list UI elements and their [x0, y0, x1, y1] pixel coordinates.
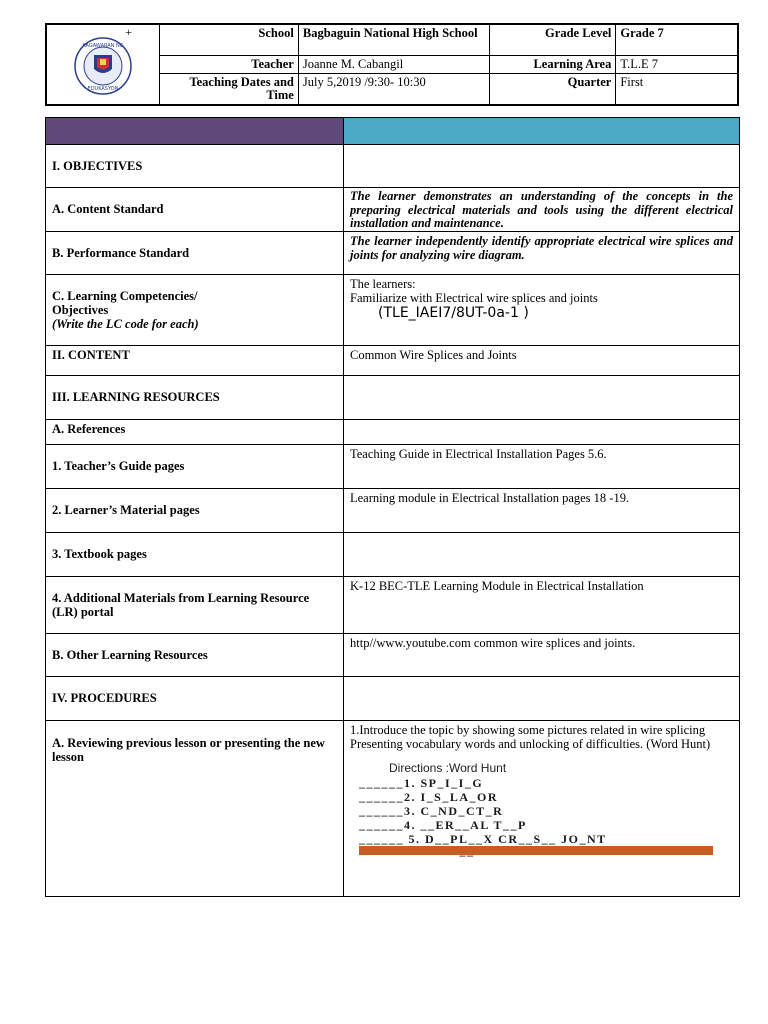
grade-level-label: Grade Level [490, 24, 616, 55]
teaching-dates-value: July 5,2019 /9:30- 10:30 [298, 73, 489, 105]
textbook-value [344, 532, 740, 576]
learning-area-value: T.L.E 7 [616, 55, 738, 73]
word-hunt-item: ______2. I_S_LA_OR [359, 789, 499, 804]
teachers-guide-value: Teaching Guide in Electrical Installation Pages 5.6. [344, 444, 740, 488]
teaching-dates-label: Teaching Dates and Time [160, 73, 298, 105]
word-hunt-image [359, 759, 713, 855]
learning-competencies-label [46, 274, 344, 345]
performance-standard-label: B. Performance Standard [46, 231, 344, 274]
header-bar-right [344, 118, 740, 145]
learners-material-label: 2. Learner’s Material pages [46, 488, 344, 532]
school-label: School [160, 24, 298, 55]
procedures-heading: IV. PROCEDURES [46, 676, 344, 720]
word-hunt-bottom-bar [359, 846, 713, 855]
references-heading: A. References [46, 419, 344, 444]
objectives-value [344, 145, 740, 188]
word-hunt-item: ______1. SP_I_I_G [359, 775, 484, 790]
svg-text:KAGAWARAN NG: KAGAWARAN NG [82, 43, 124, 50]
teacher-label: Teacher [160, 55, 298, 73]
school-value: Bagbaguin National High School [298, 24, 489, 55]
other-resources-label: B. Other Learning Resources [46, 633, 344, 676]
competencies-line-2: Objectives [52, 302, 109, 317]
word-hunt-title: Directions :Word Hunt [389, 760, 507, 775]
word-hunt-item: ______3. C_ND_CT_R [359, 803, 504, 818]
word-hunt-item: ______4. __ER__AL T__P [359, 817, 527, 832]
quarter-value: First [616, 73, 738, 105]
svg-text:EDUKASYON: EDUKASYON [87, 86, 119, 93]
teachers-guide-label: 1. Teacher’s Guide pages [46, 444, 344, 488]
quarter-label: Quarter [490, 73, 616, 105]
header-bar-left [46, 118, 344, 145]
logo-cell [46, 24, 160, 105]
textbook-label: 3. Textbook pages [46, 532, 344, 576]
objectives-heading: I. OBJECTIVES [46, 145, 344, 188]
competencies-value-1: The learners: [350, 276, 416, 291]
lc-code: (TLE_IAEI7/8UT-0a-1 ) [378, 304, 529, 321]
learning-area-label: Learning Area [490, 55, 616, 73]
lesson-plan-table [45, 117, 740, 897]
learning-resources-value [344, 375, 740, 419]
references-value [344, 419, 740, 444]
reviewing-lesson-label: A. Reviewing previous lesson or presenting the new lesson [46, 720, 344, 896]
performance-standard-value: The learner independently identify appropriate electrical wire splices and joints for analyzing wire diagram. [344, 231, 740, 274]
deped-seal-logo [73, 25, 133, 97]
other-resources-value: http//www.youtube.com common wire splices and joints. [344, 633, 740, 676]
content-heading: II. CONTENT [46, 345, 344, 375]
reviewing-value-2: Presenting vocabulary words and unlocking of difficulties. (Word Hunt) [350, 736, 711, 751]
learners-material-value: Learning module in Electrical Installation pages 18 -19. [344, 488, 740, 532]
reviewing-value-1: 1.Introduce the topic by showing some pictures related in wire splicing [350, 722, 706, 737]
procedures-value [344, 676, 740, 720]
learning-competencies-value [344, 274, 740, 345]
competencies-line-1: C. Learning Competencies/ [52, 288, 198, 303]
content-standard-value: The learner demonstrates an understanding of the concepts in the preparing electrical materials and tools using the different electrical installation and maintenance. [344, 188, 740, 232]
additional-materials-value: K-12 BEC-TLE Learning Module in Electrical Installation [344, 576, 740, 633]
logo-plus: + [125, 25, 133, 40]
content-value: Common Wire Splices and Joints [344, 345, 740, 375]
competencies-value-2: Familiarize with Electrical wire splices and joints [350, 290, 598, 305]
grade-level-value: Grade 7 [616, 24, 738, 55]
teacher-value: Joanne M. Cabangil [298, 55, 489, 73]
competencies-line-3: (Write the LC code for each) [52, 316, 199, 331]
header-table [45, 23, 739, 106]
additional-materials-label: 4. Additional Materials from Learning Resource (LR) portal [46, 576, 344, 633]
content-standard-label: A. Content Standard [46, 188, 344, 232]
reviewing-lesson-value [344, 720, 740, 896]
word-hunt-item: ______ 5. D__PL__X CR__S__ JO_NT [359, 831, 607, 846]
learning-resources-heading: III. LEARNING RESOURCES [46, 375, 344, 419]
